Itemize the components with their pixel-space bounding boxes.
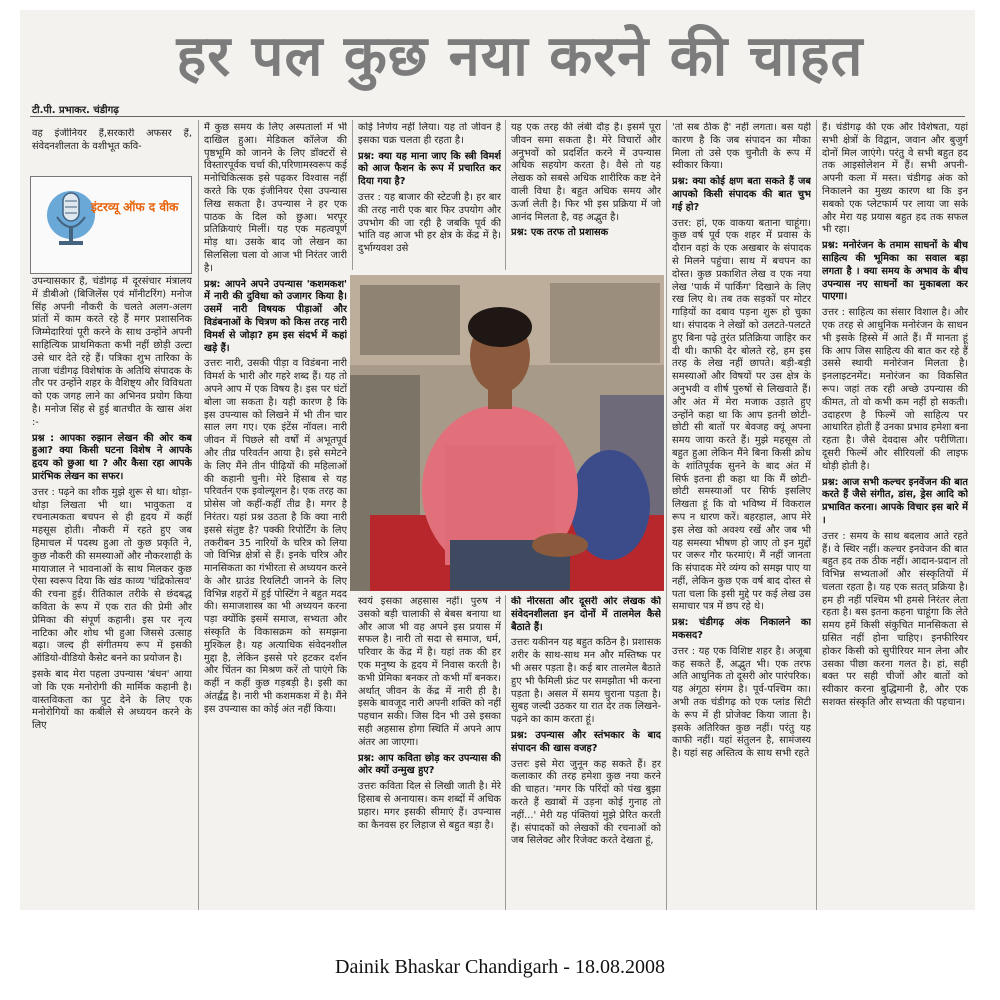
column-divider [816,120,817,910]
paragraph: कोई निर्णय नहीं लिया। यह तो जीवन है इसका चक्र चलता ही रहता है। [358,122,501,146]
newspaper-clipping [20,10,975,910]
paragraph: उत्तरः यकीनन यह बहुत कठिन है। प्रशासक शरीर के साथ-साथ मन और मस्तिष्क पर भी असर पड़ता है। कई बार तालमेल बैठाते हुए भी फैमिली फ्रंट पर समझौता भी करना पड़ता है। असल में समय चुराना पड़ता है। सुबह जल्दी उठकर या रात देर तक लिखने-पढ़ने का काम करता हूं। [511,637,661,726]
question-paragraph: प्रश्न: क्या कोई क्षण बता सकते हैं जब आपको किसी संपादक की बात चुभ गई हो? [672,176,811,213]
question-paragraph: प्रश्न: उपन्यास और स्तंभकार के बाद संपादन की खास वजह? [511,729,661,754]
column-divider [505,595,506,910]
headline-rule [30,116,965,117]
column-6 [822,122,968,910]
column-divider [505,120,506,270]
question-paragraph: प्रश्न: आप कविता छोड़ कर उपन्यास की ओर क्यों उन्मुख हुए? [358,752,501,777]
column-3 [358,122,501,272]
paragraph: उत्तरः नारी, उसकी पीड़ा व विडंबना नारी विमर्श के भारी और गहरे शब्द हैं। यह तो अपने आप में एक विषय है। इस पर घंटों बोला जा सकता है। यही कारण है कि इस उपन्यास को लिखने में भी तीन चार साल लग गए। एक इंटेंस नॉवल। नारी जीवन में पिछले सौ वर्षों में अभूतपूर्व और तीव्र परिवर्तन आया है। इसे समेटने के लिए मैंने तीन पीढ़ियों की महिलाओं की कहानी चुनी। मेरे हिसाब से यह परिवर्तन एक इवोल्यूशन है। एक तरह का प्रोसेस जो कहीं-कहीं तीव्र है। मगर है निरंतर। यहां प्रश्न उठता है कि क्या नारी इससे संतुष्ट है? पक्की रिपोर्टिंग के लिए तकरीबन 35 नारियों के चरित्र को लिया जो विभिन्न क्षेत्रों से हैं। इनके चरित्र और मानसिकता का गंभीरता से अध्ययन करने के और ग्राउंड रियलिटी जानने के लिए विभिन्न शहरों में हुई पोस्टिंग ने बहुत मदद की। समाजशास्त्र का भी अध्ययन करना पड़ा क्योंकि इसमें समाज, सभ्यता और संस्कृति के विकासक्रम को समझना मुश्किल है। यह अत्याधिक संवेदनशील मुद्दा है, लेकिन इससे परे हटकर दर्शन और चिंतन का मिश्रण करें तो पाएंगे कि कहीं न कहीं कुछ गड़बड़ी है। इसी का अंतर्द्वंद्व है। नारी भी कशमकश में है। मैंने इस उपन्यास का कोई अंत नहीं किया। [204,358,347,715]
paragraph: उत्तर : यह बाजार की स्टेटजी है। हर बार की तरह नारी एक बार फिर उपयोग और उपभोग की जा रही है जबकि पूर्व की भांति वह आज भी हर क्षेत्र के केंद्र में है। दुर्भाग्यवश उसे [358,191,501,255]
column-divider [666,120,667,910]
question-paragraph: प्रश्न : आपका रुझान लेखन की ओर कब हुआ? क्या किसी घटना विशेष ने आपके हृदय को छुआ था ? और कैसा रहा आपके प्रारंभिक लेखन का सफर। [32,432,192,482]
paragraph: उत्तरः कविता दिल से लिखी जाती है। मेरे हिसाब से अनायास। कम शब्दों में अधिक प्रहार। मगर इसकी सीमाएं हैं। उपन्यास का कैनवस हर लिहाज से बहुत बड़ा है। [358,781,501,831]
column-7 [358,596,501,910]
paragraph: वह इंजीनियर हैं,सरकारी अफसर हैं, संवेदनशीलता के वशीभूत कवि- [32,128,192,152]
paragraph: स्वयं इसका अहसास नहीं। पुरुष ने उसको बड़ी चालाकी से बेबस बनाया था और आज भी वह अपने इस प्रयास में सफल है। नारी तो सदा से समाज, धर्म, परिवार के केंद्र में है। यहां तक की हर एक मनुष्य के हृदय में निवास करती है। कभी प्रेमिका बनकर तो कभी माँ बनकर। अर्थात् जीवन के केंद्र में नारी ही है। इसके बावजूद नारी अपनी शक्ति को नहीं पहचान सकी। जिस दिन भी उसे इसका सही अहसास होगा स्थिति में अपने आप अंतर आ जाएगा। [358,596,501,748]
question-paragraph: प्रश्न: एक तरफ तो प्रशासक [511,227,609,239]
headline: हर पल कुछ नया करने की चाहत [176,24,864,89]
question-paragraph: की नीरसता और दूसरी ओर लेखक की संवेदनशीलता इन दोनों में तालमेल कैसे बैठाते हैं। [511,596,661,633]
microphone-icon [45,183,97,263]
column-divider [352,120,353,270]
paragraph: उत्तर : साहित्य का संसार विशाल है। और एक तरह से आधुनिक मनोरंजन के साधन भी इसके हिस्से में आते हैं। मैं मानता हूं कि आप जिस साहित्य की बात कर रहे हैं उससे स्थायी मनोरंजन मिलता है। इनलाइटनमेंट। मनोरंजन का विकसित रूप। जहां तक रही अच्छे उपन्यास की कीमत, तो वो कभी कम नहीं हो सकती। उदाहरण है फिल्में जो साहित्य पर आधारित होती हैं उनका प्रभाव हमेशा बना रहता है। जैसे देवदास और परीणिता। दूसरी फिल्में और सीरियलों की लाइफ थोड़ी होती है। [822,307,968,472]
photo-illustration [350,275,664,591]
column-5 [672,122,811,910]
question-paragraph: प्रश्न: चंडीगढ़ अंक निकालने का मकसद? [672,617,811,642]
byline: टी.पी. प्रभाकर. चंडीगढ़ [32,105,119,116]
column-1 [32,276,192,910]
paragraph: हैं। चंडीगढ़ की एक और विशेषता, यहां सभी क्षेत्रों के विद्वान, जवान और बुजुर्ग दोनों मिल जाएंगे। परंतु वे सभी बहुत हद तक आइसोलेशन में हैं। सभी अपनी-अपनी कला में मस्त। चंडीगढ़ अंक को निकालने का मुख्य कारण था कि इन सबको एक प्लेटफार्म पर लाया जा सके और मेरा यह प्रयास बहुत हद तक सफल भी रहा। [822,122,968,236]
paragraph: यह एक तरह की लंबी दौड़ है। इसमें पूरा जीवन समा सकता है। मेरे विचारों और अनुभवों को प्रदर्शित करने में उपन्यास अधिक सहयोग करता है। वैसे तो यह लेखक को सबसे अधिक शारीरिक कष्ट देने वाली विधा है। बहुत अधिक समय और ऊर्जा लेती है। फिर भी इस प्रक्रिया में जो आनंद मिलता है, वह अद्भुत है। [511,122,661,223]
paragraph: उत्तर : पढ़ने का शौक मुझे शुरू से था। थोड़ा-थोड़ा लिखता भी था। भावुकता व रचनात्मकता बचपन से ही हृदय में कहीं महसूस होती। नौकरी में रहते हुए जब हिमाचल में पदस्थ हुआ तो कुछ प्रकृति ने, कुछ नौकरी की समस्याओं और नौकरशाही के मायाजाल ने भावनाओं के साथ मिलकर कुछ ऐसा स्वरूप दिया कि खंड काव्य 'चंद्रिकोत्सव' की रचना हुई। रीतिकाल तरीके से छंदबद्ध कविता के रूप में एक रात की प्रेमी और प्रेमिका की संपूर्ण कहानी। इस पर नृत्य नाटिका और शोध भी हुआ जिससे उत्साह बढ़ा। जल्द ही संगीतमय रूप में इसकी ऑडियो-वीडियो कैसेट बनने का प्रयोजन है। [32,486,192,665]
interview-logo [30,176,192,274]
column-1-intro [32,128,192,176]
paragraph: इसके बाद मेरा पहला उपन्यास 'बंधन' आया जो कि एक मनोरोगी की मार्मिक कहानी है। वास्तविकता का पुट देने के लिए एक मनोरोगियों का कबीले से अध्ययन करने के लिए [32,668,192,732]
question-paragraph: प्रश्न: आज सभी कल्चर इनवेंजन की बात करते हैं जैसे संगीत, डांस, ड्रेस आदि को प्रभावित करना। आपके विचार इस बारे में । [822,476,968,526]
paragraph: उत्तरः इसे मेरा जुनून कह सकते हैं। हर कलाकार की तरह हमेशा कुछ नया करने की चाहत। 'मगर कि परिंदों को पंख बुझा करते हैं ख्वाबों में उड़ना कोई गुनाह तो नहीं...' मेरी यह पंक्तियां मुझे प्रेरित करती हैं। संपादकों को लेखकों की रचनाओं को जब सिलेक्ट और रिजेक्ट करते देखता हूं, [511,758,661,847]
paragraph: मैं कुछ समय के लिए अस्पतालों में भी दाखिल हुआ। मेडिकल कॉलेज की पृष्ठभूमि को जानने के लिए डॉक्टरों से विस्तारपूर्वक चर्चा की,परिणामस्वरूप कई मनोचिकित्सक इसे पढ़कर विश्वास नहीं करते कि एक इंजीनियर ऐसा उपन्यास लिख सकता है। उपन्यास ने हर एक पाठक के दिल को छुआ। भरपूर प्रतिक्रियाएं मिलीं। यह एक महत्वपूर्ण मोड़ था। उसके बाद जो लेखन का सिलसिला चला वो आज भी निरंतर जारी है। [204,122,347,274]
paragraph: 'तो सब ठीक है' नहीं लगता। बस यही कारण है कि जब संपादन का मौका मिला तो उसे एक चुनौती के रूप में स्वीकार किया। [672,122,811,172]
paragraph: उत्तर : यह एक विशिष्ट शहर है। अजूबा कह सकते हैं, अद्भुत भी। एक तरफ अति आधुनिक तो दूसरी ओर पारंपरिक। यह अंगूठा संगम है। पूर्व-पश्चिम का। अभी तक चंडीगढ़ को एक प्लांड सिटी के रूप में ही प्रोजेक्ट किया जाता है। इसके अतिरिक्त कुछ नहीं। परंतु यह काफी नहीं। यहां संतुलन है, सामंजस्य है। यहां सह अस्तित्व के साथ सभी रहते [672,645,811,760]
logo-label: इंटरव्यू ऑफ द वीक [91,200,179,214]
column-divider [198,120,199,910]
question-paragraph: प्रश्न: आपने अपने उपन्यास 'कशमकश' में नारी की दुविधा को उजागर किया है। उसमें नारी विषयक पीड़ाओं और विडंबनाओं के चित्रण को किस तरह नारी विमर्श से जोड़ा? हम इस संदर्भ में कहां खड़े हैं। [204,278,347,354]
source-caption: Dainik Bhaskar Chandigarh - 18.08.2008 [335,956,665,978]
paragraph: उपन्यासकार हैं, चंडीगढ़ में दूरसंचार मंत्रालय में डीबीओ (बिजिलेंस एवं मॉनीटरिंग) मनोज सिंह अपनी नौकरी के चलते अलग-अलग प्रांतों में काम करते रहे हैं मगर प्रशासनिक जिम्मेदारियां पूरी करने के साथ उन्होंने अपनी साहित्यिक प्राथमिकता कभी नहीं छोड़ी उल्टा उसे धार देते रहे हैं। पत्रिका शुभ तारिका के ताजा चंडीगढ़ विशेषांक के अतिथि संपादक के तौर पर उन्होंने शहर के वैशिष्ट्य और विविधता को एक जगह लाने का अभिनव प्रयोग किया है। मनोज सिंह से हुई बातचीत के खास अंश :- [32,276,192,428]
column-4 [511,122,661,272]
column-8 [511,596,661,910]
paragraph: उत्तर: हां, एक वाकया बताना चाहूंगा। कुछ वर्ष पूर्व एक शहर में प्रवास के दौरान वहां के एक अखबार के संपादक से मिलने पहुंचा। साथ में बचपन का दोस्त। कुछ प्रकाशित लेख व एक नया लेख 'पार्क में पार्किंग' दिखाने के लिए रख लिए थे। तब तक सड़कों पर मोटर गाड़ियों का दबाव पड़ना शुरू हो चुका था। संपादक ने लेखों को उलटते-पलटते हुए बिना पढ़े तुरंत प्रतिक्रिया जाहिर कर दी थी। काफी देर बोलते रहे, हम इस तरह के लेख नहीं छापते। बड़ी-बड़ी समस्याओं और विषयों पर उस क्षेत्र के अनुभवी व शीर्ष पुरुषों से लिखवाते हैं। और अंत में मेरा मजाक उड़ाते हुए उन्होंने कहा था कि आप इतनी छोटी-छोटी सी बातों पर बेवजह क्यूं अपना समय जाया करते हैं। मुझे महसूस तो बहुत हुआ लेकिन मैंने बिना किसी क्रोध के शांतिपूर्वक सुनने के बाद अंत में सिर्फ इतना ही कहा था कि मैं छोटी-छोटी समस्याओं पर सिर्फ इसलिए लिखता हूं कि वो भविष्य में विकराल रूप न धारण करें। बहरहाल, आप मेरे इस लेख को अवश्य रखें और जब भी यह समस्या भीषण हो जाए तो इन मुद्दों पर जरूर गौर फरमाएं। मैं नहीं जानता कि संपादक मेरे व्यंग्य को समझ पाए या नहीं, लेकिन कुछ एक वर्ष बाद दोस्त से पता चला कि इसी मुद्दे पर कई लेख उस समाचार पत्र में छप रहे थे। [672,217,811,613]
column-2 [204,122,347,910]
question-paragraph: प्रश्न: मनोरंजन के तमाम साधनों के बीच साहित्य की भूमिका का सवाल बड़ा लगता है । क्या समय के अभाव के बीच उपन्यास नए साधनों का मुकाबला कर पाएगा। [822,240,968,303]
question-paragraph: प्रश्न: क्या यह माना जाए कि स्त्री विमर्श को आज फैशन के रूप में प्रचारित कर दिया गया है? [358,150,501,188]
paragraph: उत्तर : समय के साथ बदलाव आते रहते हैं। वे स्थिर नहीं। कल्चर इनवेजन की बात बहुत हद तक ठीक नहीं। आदान-प्रदान तो विभिन्न सभ्यताओं और संस्कृतियों में चलता रहता है। यह एक सतत् प्रक्रिया है। हम ही नहीं पश्चिम भी हमसे निरंतर लेता रहता है। बस इतना कहना चाहूंगा कि लेते समय हमें किसी संकुचित मानसिकता से ग्रसित नहीं होना चाहिए। इनफीरियर होकर किसी को सुपीरियर मान लेना और उसका पीछा करना गलत है। हां, सही बक्त पर सही चीजों और बातों को स्वीकार करना बुद्धिमानी है, और एक सशक्त संस्कृति और सभ्यता की पहचान। [822,530,968,709]
interviewee-photo [350,275,664,591]
